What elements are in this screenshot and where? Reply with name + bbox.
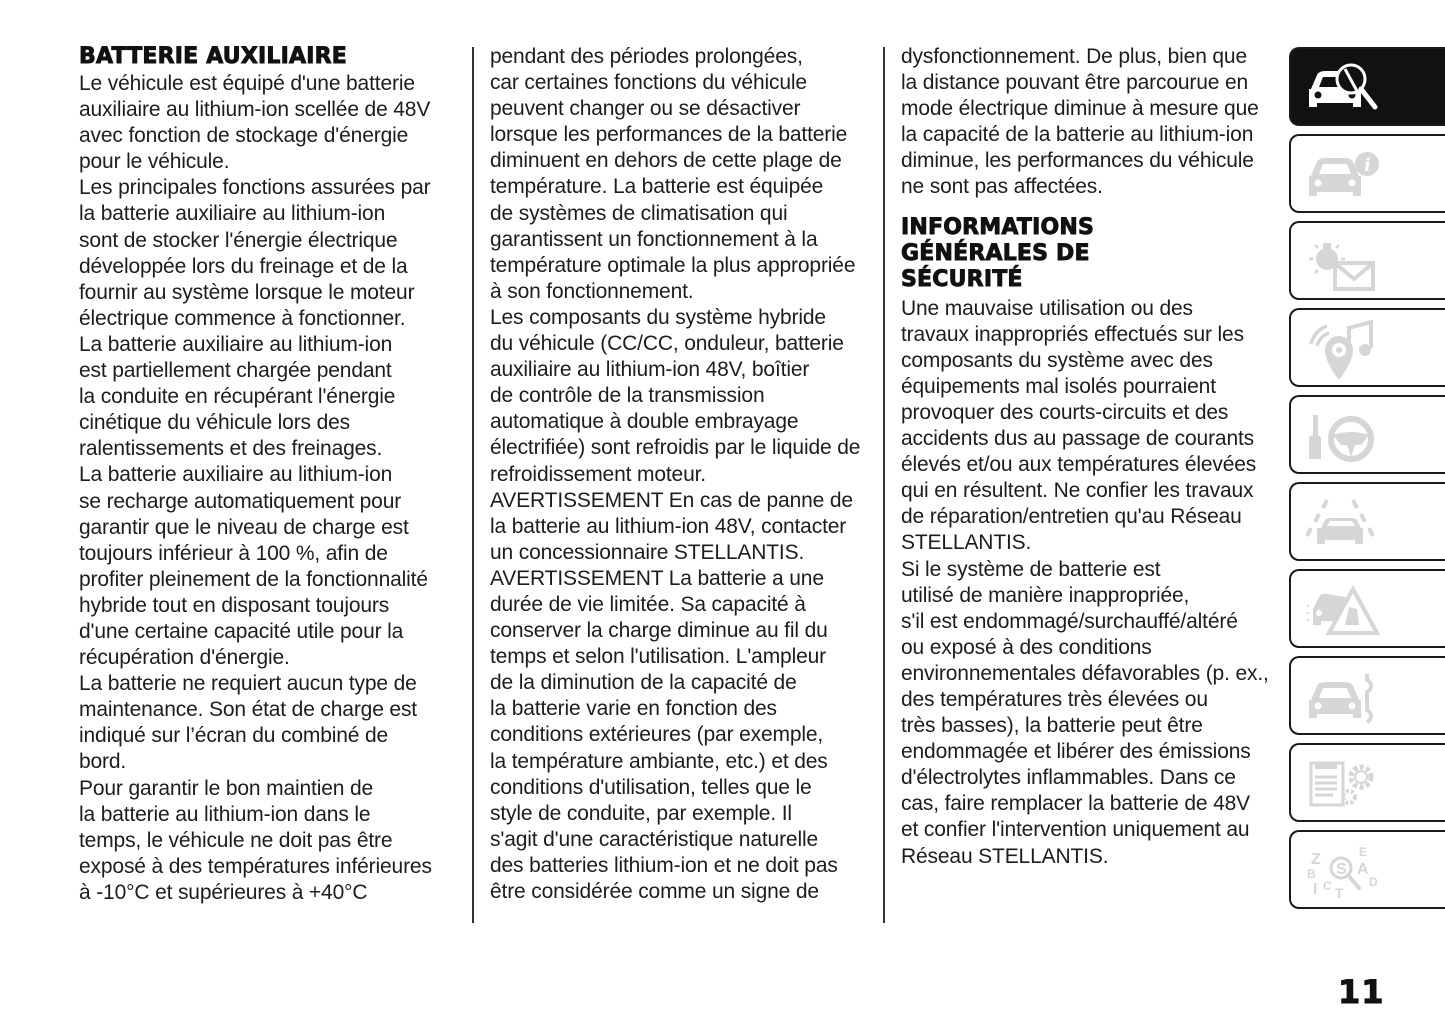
text-line: un concessionnaire STELLANTIS. bbox=[490, 540, 805, 564]
text-line: environnementales défavorables (p. ex., bbox=[901, 661, 1269, 685]
text-line: s'agit d'une caractéristique naturelle bbox=[490, 827, 819, 851]
section-heading-informations-securite bbox=[901, 215, 1286, 293]
text-line: STELLANTIS. bbox=[901, 531, 1032, 555]
text-line: temps et selon l'utilisation. L'ampleur bbox=[490, 645, 827, 669]
text-line: indiqué sur l’écran du combiné de bbox=[79, 724, 389, 748]
text-line: refroidissement moteur. bbox=[490, 462, 706, 486]
text-line: équipements mal isolés pourraient bbox=[901, 374, 1216, 398]
text-line: La batterie ne requiert aucun type de bbox=[79, 672, 417, 696]
text-line: la distance pouvant être parcourue en bbox=[901, 71, 1249, 95]
multimedia-location-music-icon bbox=[1305, 320, 1385, 386]
text-line: électrique commence à fonctionner. bbox=[79, 306, 406, 330]
text-line: travaux inappropriés effectués sur les bbox=[901, 322, 1244, 346]
column-3-body-bottom bbox=[901, 296, 1286, 870]
text-line: pour le véhicule. bbox=[79, 150, 230, 174]
text-line: dysfonctionnement. De plus, bien que bbox=[901, 45, 1247, 68]
column-divider-1 bbox=[472, 47, 474, 923]
tab-starting-driving[interactable] bbox=[1289, 395, 1445, 474]
svg-text:Z: Z bbox=[1311, 851, 1321, 868]
text-line: avec fonction de stockage d'énergie bbox=[79, 124, 409, 148]
svg-text:T: T bbox=[1335, 885, 1344, 900]
text-line: la batterie au lithium-ion 48V, contacter bbox=[490, 514, 847, 538]
text-line: la capacité de la batterie au lithium-ion bbox=[901, 123, 1254, 147]
svg-text:D: D bbox=[1369, 875, 1378, 889]
svg-text:C: C bbox=[1323, 879, 1332, 893]
text-line: sont de stocker l'énergie électrique bbox=[79, 228, 398, 252]
tab-warning-lights-messages[interactable] bbox=[1289, 221, 1445, 300]
tab-driver-assistance[interactable] bbox=[1289, 482, 1445, 561]
text-line: des batteries lithium-ion et ne doit pas bbox=[490, 853, 838, 877]
text-line: AVERTISSEMENT La batterie a une bbox=[490, 566, 824, 590]
text-line: Pour garantir le bon maintien de bbox=[79, 776, 374, 800]
svg-text:i: i bbox=[1364, 155, 1371, 176]
text-line: garantissent un fonctionnement à la bbox=[490, 227, 818, 251]
text-line: électrifiée) sont refroidis par le liquide de bbox=[490, 436, 861, 460]
text-line: ou exposé à des conditions bbox=[901, 635, 1152, 659]
text-line: toujours inférieur à 100 %, afin de bbox=[79, 541, 388, 565]
text-line: hybride tout en disposant toujours bbox=[79, 593, 390, 617]
text-line: auxiliaire au lithium-ion scellée de 48V bbox=[79, 98, 431, 122]
column-1 bbox=[79, 44, 464, 906]
text-line: Si le système de batterie est bbox=[901, 557, 1161, 581]
text-line: exposé à des températures inférieures bbox=[79, 854, 432, 878]
car-wrench-icon bbox=[1305, 668, 1385, 726]
svg-text:E: E bbox=[1359, 845, 1368, 859]
column-3-body-top bbox=[901, 44, 1286, 201]
text-line: pendant des périodes prolongées, bbox=[490, 45, 803, 68]
text-line: d'une certaine capacité utile pour la bbox=[79, 619, 404, 643]
heading-line: SÉCURITÉ bbox=[901, 266, 1023, 292]
text-line: diminuent en dehors de cette plage de bbox=[490, 149, 842, 173]
text-line: conditions extérieures (par exemple, bbox=[490, 723, 824, 747]
lane-car-icon bbox=[1305, 494, 1385, 552]
text-line: de systèmes de climatisation qui bbox=[490, 201, 788, 225]
heading-line: GÉNÉRALES DE bbox=[901, 240, 1090, 266]
svg-text:I: I bbox=[1313, 881, 1318, 898]
text-line: durée de vie limitée. Sa capacité à bbox=[490, 592, 806, 616]
text-line: style de conduite, par exemple. Il bbox=[490, 801, 792, 825]
tab-alphabetical-index[interactable] bbox=[1289, 830, 1445, 909]
column-3 bbox=[901, 44, 1286, 870]
text-line: Une mauvaise utilisation ou des bbox=[901, 296, 1193, 320]
text-line: élevés et/ou aux températures élevées bbox=[901, 453, 1257, 477]
text-line: mode électrique diminue à mesure que bbox=[901, 97, 1259, 121]
text-line: cas, faire remplacer la batterie de 48V bbox=[901, 792, 1250, 816]
section-heading-batterie-auxiliaire: BATTERIE AUXILIAIRE bbox=[79, 44, 347, 69]
text-line: d'électrolytes inflammables. Dans ce bbox=[901, 766, 1236, 790]
tab-multimedia[interactable] bbox=[1289, 308, 1445, 387]
text-line: Le véhicule est équipé d'une batterie bbox=[79, 72, 415, 95]
text-line: La batterie auxiliaire au lithium-ion bbox=[79, 332, 393, 356]
text-line: la température ambiante, etc.) et des bbox=[490, 749, 828, 773]
text-line: maintenance. Son état de charge est bbox=[79, 698, 417, 722]
text-line: de la diminution de la capacité de bbox=[490, 671, 797, 695]
text-line: conserver la charge diminue au fil du bbox=[490, 619, 828, 643]
text-line: fournir au système lorsque le moteur bbox=[79, 280, 415, 304]
text-line: profiter pleinement de la fonctionnalité bbox=[79, 567, 428, 591]
text-line: provoquer des courts-circuits et des bbox=[901, 400, 1229, 424]
text-line: La batterie auxiliaire au lithium-ion bbox=[79, 463, 393, 487]
tab-emergency[interactable] bbox=[1289, 569, 1445, 648]
text-line: est partiellement chargée pendant bbox=[79, 359, 392, 383]
text-line: Réseau STELLANTIS. bbox=[901, 844, 1109, 868]
text-line: bord. bbox=[79, 750, 127, 774]
text-line: et confier l'intervention uniquement au bbox=[901, 818, 1250, 842]
car-emergency-triangle-icon bbox=[1305, 581, 1385, 639]
text-line: température. La batterie est équipée bbox=[490, 175, 824, 199]
text-line: Les principales fonctions assurées par bbox=[79, 176, 431, 200]
text-line: température optimale la plus appropriée bbox=[490, 253, 856, 277]
text-line: lorsque les performances de la batterie bbox=[490, 123, 848, 147]
heading-line: INFORMATIONS bbox=[901, 214, 1095, 240]
alphabetical-index-icon bbox=[1305, 842, 1385, 900]
text-line: garantir que le niveau de charge est bbox=[79, 515, 409, 539]
chapter-tabs bbox=[1289, 47, 1445, 917]
text-line: Les composants du système hybride bbox=[490, 305, 826, 329]
svg-text:S: S bbox=[1336, 861, 1347, 878]
text-line: ne sont pas affectées. bbox=[901, 175, 1103, 199]
text-line: la batterie au lithium-ion dans le bbox=[79, 802, 371, 826]
warning-light-message-icon bbox=[1305, 233, 1385, 291]
text-line: très basses), la batterie peut être bbox=[901, 714, 1203, 738]
text-line: la conduite en récupérant l'énergie bbox=[79, 385, 396, 409]
text-line: ralentissements et des freinages. bbox=[79, 437, 383, 461]
text-line: auxiliaire au lithium-ion 48V, boîtier bbox=[490, 358, 810, 382]
text-line: conditions d'utilisation, telles que le bbox=[490, 775, 812, 799]
tab-servicing-maintenance[interactable] bbox=[1289, 656, 1445, 735]
text-line: composants du système avec des bbox=[901, 348, 1213, 372]
text-line: la batterie auxiliaire au lithium-ion bbox=[79, 202, 386, 226]
text-line: développée lors du freinage et de la bbox=[79, 254, 408, 278]
column-1-body bbox=[79, 71, 464, 906]
tab-technical-data[interactable] bbox=[1289, 743, 1445, 822]
text-line: du véhicule (CC/CC, onduleur, batterie bbox=[490, 332, 844, 356]
text-line: automatique à double embrayage bbox=[490, 410, 799, 434]
car-magnifier-icon bbox=[1305, 59, 1385, 117]
text-line: de contrôle de la transmission bbox=[490, 384, 765, 408]
text-line: à son fonctionnement. bbox=[490, 279, 694, 303]
column-divider-2 bbox=[883, 47, 885, 923]
car-info-icon bbox=[1305, 146, 1385, 204]
text-line: accidents dus au passage de courants bbox=[901, 427, 1255, 451]
column-2 bbox=[490, 44, 875, 905]
text-line: utilisé de manière inappropriée, bbox=[901, 583, 1190, 607]
svg-text:B: B bbox=[1307, 867, 1316, 881]
text-line: endommagée et libérer des émissions bbox=[901, 740, 1251, 764]
text-line: se recharge automatiquement pour bbox=[79, 489, 402, 513]
page-number: 11 bbox=[1338, 973, 1385, 1011]
technical-data-gears-icon bbox=[1305, 755, 1385, 813]
text-line: qui en résultent. Ne confier les travaux bbox=[901, 479, 1254, 503]
column-2-body bbox=[490, 44, 875, 905]
svg-text:A: A bbox=[1357, 861, 1369, 878]
text-line: de réparation/entretien qu'au Réseau bbox=[901, 505, 1242, 529]
text-line: AVERTISSEMENT En cas de panne de bbox=[490, 488, 853, 512]
text-line: récupération d'énergie. bbox=[79, 646, 290, 670]
key-steering-wheel-icon bbox=[1305, 407, 1385, 465]
text-line: diminue, les performances du véhicule bbox=[901, 149, 1254, 173]
text-line: cinétique du véhicule lors des bbox=[79, 411, 351, 435]
text-line: être considérée comme un signe de bbox=[490, 880, 819, 903]
tab-car-magnifier[interactable] bbox=[1289, 47, 1445, 126]
text-line: des températures très élevées ou bbox=[901, 687, 1208, 711]
text-line: car certaines fonctions du véhicule bbox=[490, 71, 807, 95]
tab-car-info[interactable] bbox=[1289, 134, 1445, 213]
text-line: à -10°C et supérieures à +40°C bbox=[79, 880, 368, 904]
text-line: peuvent changer ou se désactiver bbox=[490, 97, 801, 121]
text-line: la batterie varie en fonction des bbox=[490, 697, 777, 721]
text-line: s'il est endommagé/surchauffé/altéré bbox=[901, 609, 1238, 633]
text-line: temps, le véhicule ne doit pas être bbox=[79, 828, 393, 852]
